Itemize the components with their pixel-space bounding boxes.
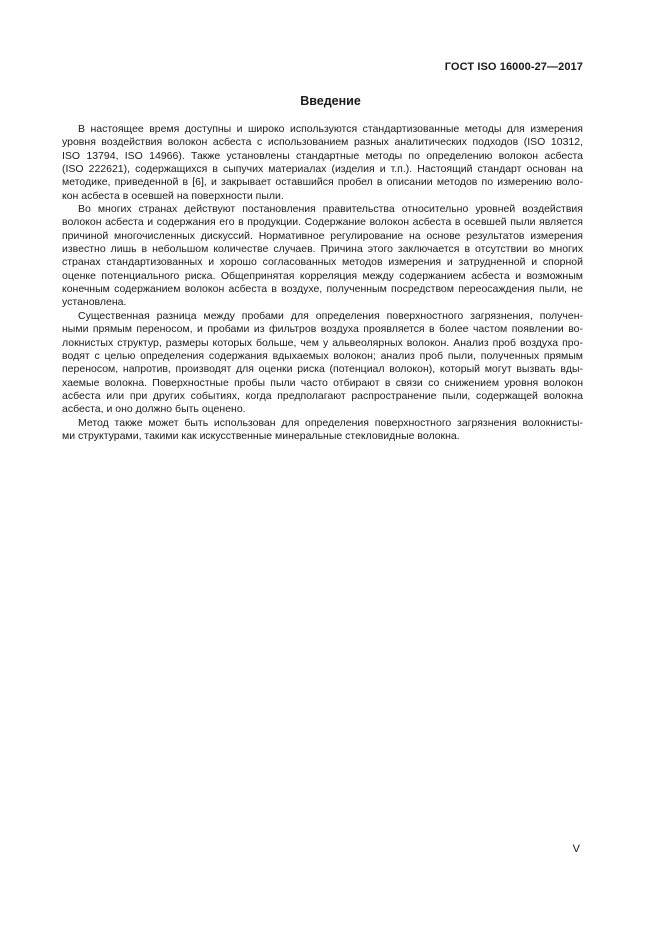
text-line: причиной многочисленных дискуссий. Нормативное регулирование на основе результатов измерения	[62, 229, 583, 242]
text-line: уровня воздействия волокон асбеста с использованием разных аналитических подходов (ISO 10312,	[62, 136, 583, 149]
text-line: методике, приведенной в [6], и закрывает оставшийся пробел в описании методов по измерению воло-	[62, 176, 583, 189]
text-line: волокон асбеста и содержания его в продукции. Содержание волокон асбеста в осевшей пыли является	[62, 216, 583, 229]
section-title: Введение	[300, 94, 361, 108]
text-line: локнистых структур, размеры которых больше, чем у альвеолярных волокон. Анализ проб воздуха про-	[62, 336, 583, 349]
text-line: установлена.	[62, 296, 127, 309]
text-line: оценке потенциального риска. Общепринятая корреляция между содержанием асбеста и возможным	[62, 269, 583, 282]
text-line: ми структурами, такими как искусственные минеральные стекловидные волокна.	[62, 429, 460, 442]
text-line: асбеста, и оно должно быть оценено.	[62, 403, 246, 416]
text-line: (ISO 222621), содержащихся в сыпучих материалах (изделия и т.п.). Настоящий стандарт основан на	[62, 163, 583, 176]
text-line: хаемые волокна. Поверхностные пробы пыли часто отбирают в связи со снижением уровня волокон	[62, 376, 583, 389]
document-code: ГОСТ ISO 16000-27—2017	[444, 61, 583, 73]
text-line: странах стандартизованных и хорошо согласованных методов измерения и затрудненной и спорной	[62, 256, 583, 269]
text-line: кон асбеста в осевшей на поверхности пыли.	[62, 189, 284, 202]
text-line: известно лишь в небольшом количестве случаев. Причина этого заключается в отсутствии во многих	[62, 243, 583, 256]
text-line: Метод также может быть использован для определения поверхностного загрязнения волокнисты-	[78, 416, 583, 429]
text-line: Во многих странах действуют постановления правительства относительно уровней воздействия	[78, 203, 583, 216]
text-line: конечным содержанием волокон асбеста в воздухе, полученным посредством переосаждения пыли, не	[62, 283, 583, 296]
text-line: ными прямым переносом, и пробами из фильтров воздуха проявляется в более частом появлении во-	[62, 323, 583, 336]
text-line: В настоящее время доступны и широко используются стандартизованные методы для измерения	[78, 123, 583, 135]
text-line: переносом, напротив, производят для оценки риска (потенциал волокон), который могут вызвать вды-	[62, 363, 583, 376]
body-text	[62, 123, 583, 443]
text-line: асбеста или при других событиях, когда предполагают распространение пыли, содержащей волокна	[62, 389, 583, 402]
text-line: Существенная разница между пробами для определения поверхностного загрязнения, получен-	[78, 309, 583, 322]
text-line: ISO 13794, ISO 14966). Также установлены стандартные методы по определению волокон асбеста	[62, 149, 583, 162]
page-number: V	[572, 843, 580, 855]
text-line: водят с целью определения содержания вдыхаемых волокон; анализ проб пыли, полученных прямым	[62, 349, 583, 362]
